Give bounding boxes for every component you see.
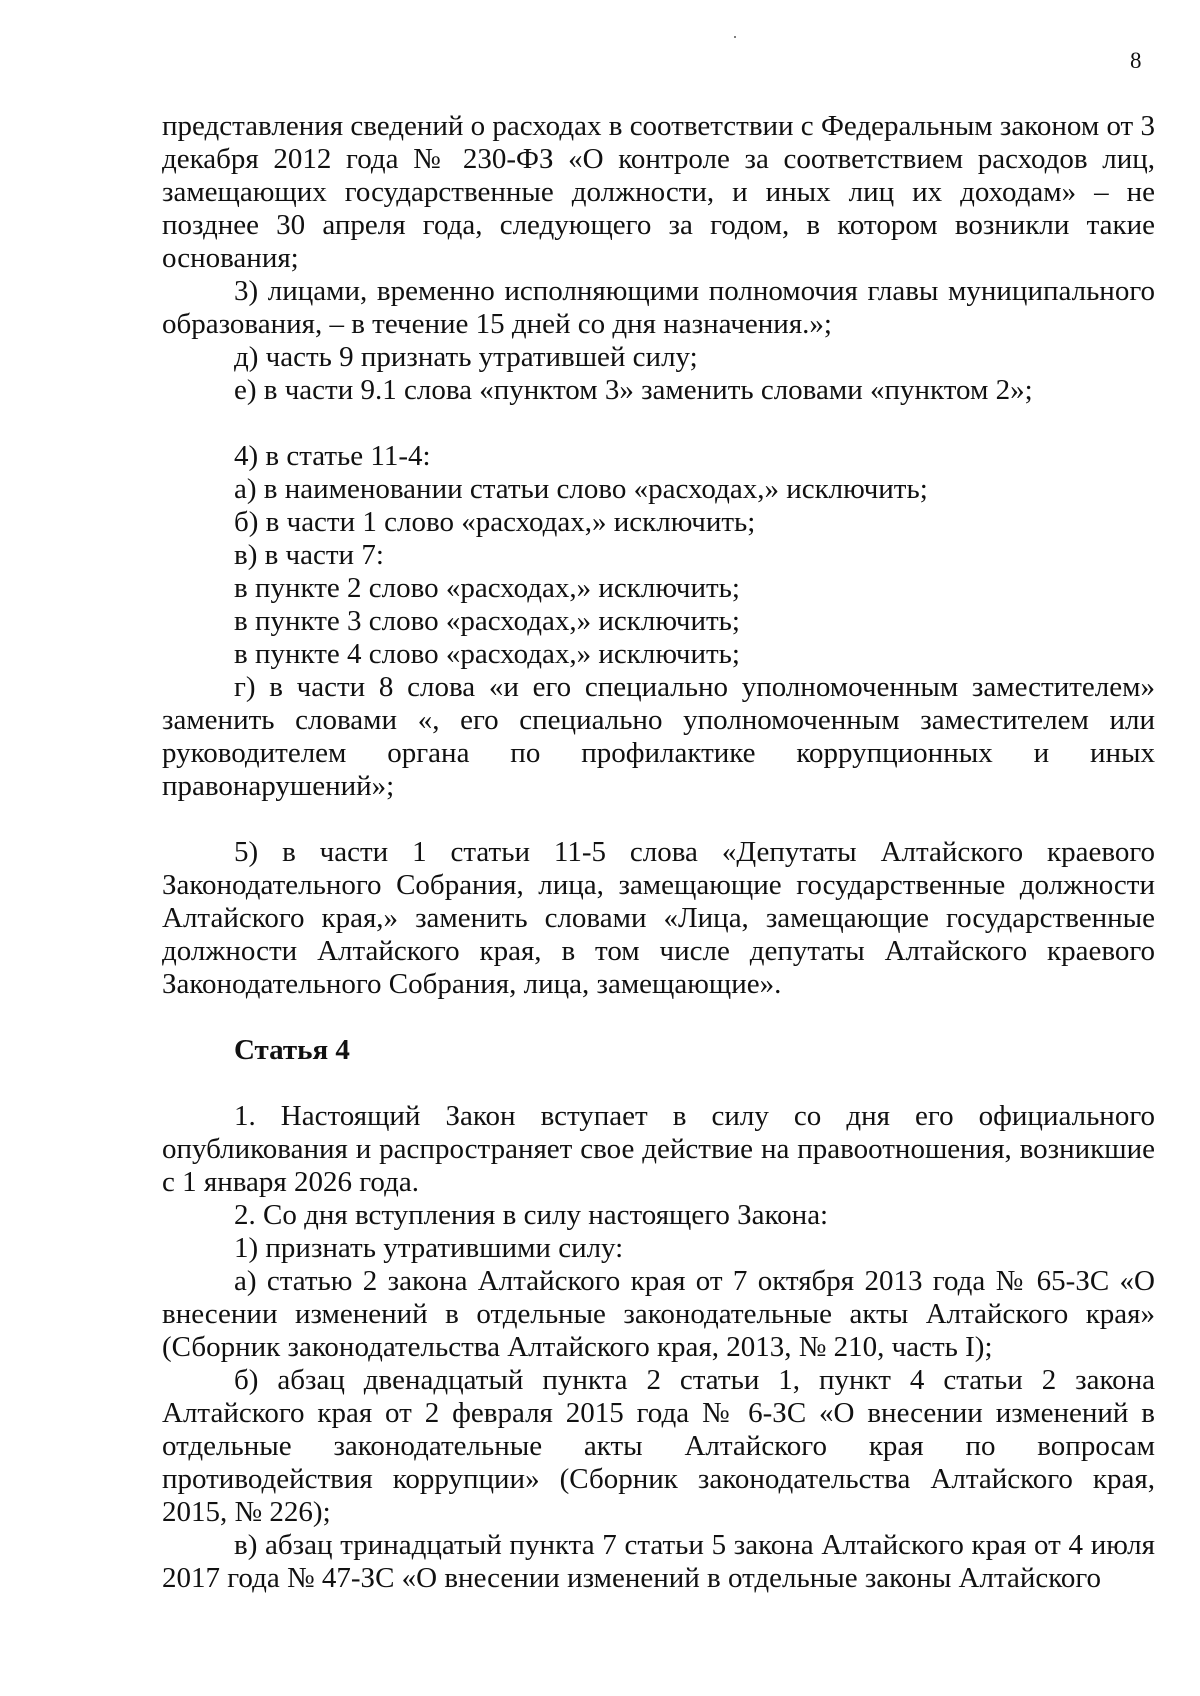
paragraph-item-4v: в) в части 7: [234, 539, 384, 571]
paragraph-article-4-part-1: 1. Настоящий Закон вступает в силу со дня его официального опубликования и распространяет свое действие на правоотношения, возникшие с 1 января 2026 года. [162, 1100, 1155, 1198]
paragraph-repeal-a: а) статью 2 закона Алтайского края от 7 октября 2013 года № 65-ЗС «О внесении изменений в отдельные законодательные акты Алтайского края» (Сборник законодательства Алтайского края, 2013, № 210, часть I); [162, 1265, 1155, 1363]
paragraph-subitem-2: в пункте 2 слово «расходах,» исключить; [234, 572, 740, 604]
paragraph-item-5: 5) в части 1 статьи 11-5 слова «Депутаты Алтайского краевого Законодательного Собрания, лица, замещающие государственные должности Алтайского края,» заменить словами «Лица, замещающие государственные должности Алтайского края, в том числе депутаты Алтайского краевого Законодательного Собрания, лица, замещающие». [162, 836, 1155, 1000]
document-body [162, 110, 1155, 1595]
paragraph-repeal-b: б) абзац двенадцатый пункта 2 статьи 1, пункт 4 статьи 2 закона Алтайского края от 2 февраля 2015 года № 6-ЗС «О внесении изменений в отдельные законодательные акты Алтайского края по вопросам противодействия коррупции» (Сборник законодательства Алтайского края, 2015, № 226); [162, 1364, 1155, 1528]
paragraph-item-4a: а) в наименовании статьи слово «расходах,» исключить; [234, 473, 928, 505]
scan-speck [734, 36, 736, 38]
paragraph-item-d: д) часть 9 признать утратившей силу; [234, 341, 698, 373]
paragraph-repeal-list: 1) признать утратившими силу: [234, 1232, 624, 1264]
paragraph-subitem-4: в пункте 4 слово «расходах,» исключить; [234, 638, 740, 670]
paragraph-item-4: 4) в статье 11-4: [234, 440, 431, 472]
paragraph-item-3: 3) лицами, временно исполняющими полномочия главы муниципального образования, – в течение 15 дней со дня назначения.»; [162, 275, 1155, 340]
paragraph-article-4-part-2: 2. Со дня вступления в силу настоящего Закона: [234, 1199, 829, 1231]
paragraph-item-4b: б) в части 1 слово «расходах,» исключить; [234, 506, 756, 538]
page-number: 8 [1130, 48, 1142, 73]
paragraph-item-e: е) в части 9.1 слова «пунктом 3» заменить словами «пунктом 2»; [234, 374, 1033, 406]
paragraph-subitem-3: в пункте 3 слово «расходах,» исключить; [234, 605, 740, 637]
paragraph-continuation: представления сведений о расходах в соответствии с Федеральным законом от 3 декабря 2012 года № 230-ФЗ «О контроле за соответствием расходов лиц, замещающих государственные должности, и иных лиц их доходам» – не позднее 30 апреля года, следующего за годом, в котором возникли такие основания; [162, 110, 1155, 274]
paragraph-item-4g: г) в части 8 слова «и его специально уполномоченным заместителем» заменить словами «, его специально уполномоченным заместителем или руководителем органа по профилактике коррупционных и иных правонарушений»; [162, 671, 1155, 802]
paragraph-repeal-v: в) абзац тринадцатый пункта 7 статьи 5 закона Алтайского края от 4 июля 2017 года № 47-ЗС «О внесении изменений в отдельные законы Алтайского [162, 1529, 1155, 1594]
article-heading: Статья 4 [234, 1034, 350, 1066]
